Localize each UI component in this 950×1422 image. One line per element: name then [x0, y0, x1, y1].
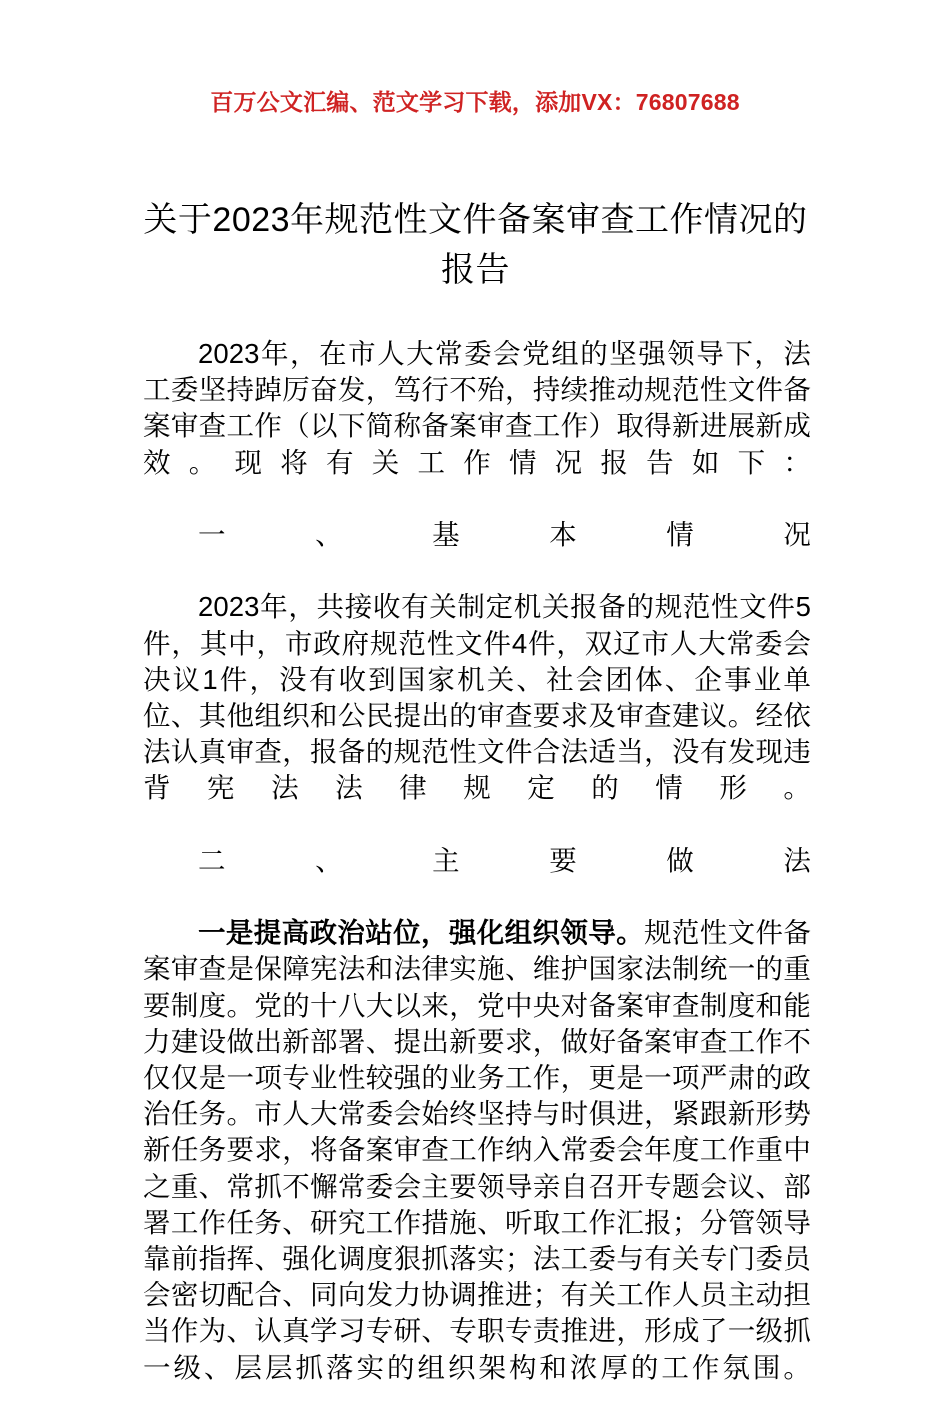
section-heading-one: 一、基本情况: [198, 519, 811, 551]
paragraph-basic-situation: 2023年，共接收有关制定机关报备的规范性文件5件，其中，市政府规范性文件4件，双辽市人大常委会决议1件，没有收到国家机关、社会团体、企事业单位、其他组织和公民提出的审查要求及审查建议。经依法认真审查，报备的规范性文件合法适当，没有发现违背宪法法律规定的情形。: [143, 591, 811, 804]
practice-one-text: 规范性文件备案审查是保障宪法和法律实施、维护国家法制统一的重要制度。党的十八大以来，党中央对备案审查制度和能力建设做出新部署、提出新要求，做好备案审查工作不仅仅是一项专业性较强的业务工作，更是一项严肃的政治任务。市人大常委会始终坚持与时俱进，紧跟新形势新任务要求，将备案审查工作纳入常委会年度工作重中之重、常抓不懈常委会主要领导亲自召开专题会议、部署工作任务、研究工作措施、听取工作汇报；分管领导靠前指挥、强化调度狠抓落实；法工委与有关专门委员会密切配合、同向发力协调推进；有关工作人员主动担当作为、认真学习专研、专职专责推进，形成了一级抓一级、层层抓落实的组织架构和浓厚的工作氛围。: [143, 917, 811, 1383]
practice-one-lead: 一是提高政治站位，强化组织领导。: [198, 917, 645, 949]
document-body: [143, 336, 811, 1422]
page-title: 关于2023年规范性文件备案审查工作情况的报告: [143, 200, 808, 289]
promo-banner: [0, 84, 950, 117]
promo-banner-text: 百万公文汇编、范文学习下载，添加VX：76807688: [210, 89, 740, 115]
section-heading-two: 二、主要做法: [198, 844, 811, 876]
paragraph-intro: 2023年，在市人大常委会党组的坚强领导下，法工委坚持踔厉奋发，笃行不殆，持续推动规范性文件备案审查工作（以下简称备案审查工作）取得新进展新成效。现将有关工作情况报告如下：: [143, 338, 811, 478]
paragraph-main-practice-one: [143, 915, 811, 1422]
